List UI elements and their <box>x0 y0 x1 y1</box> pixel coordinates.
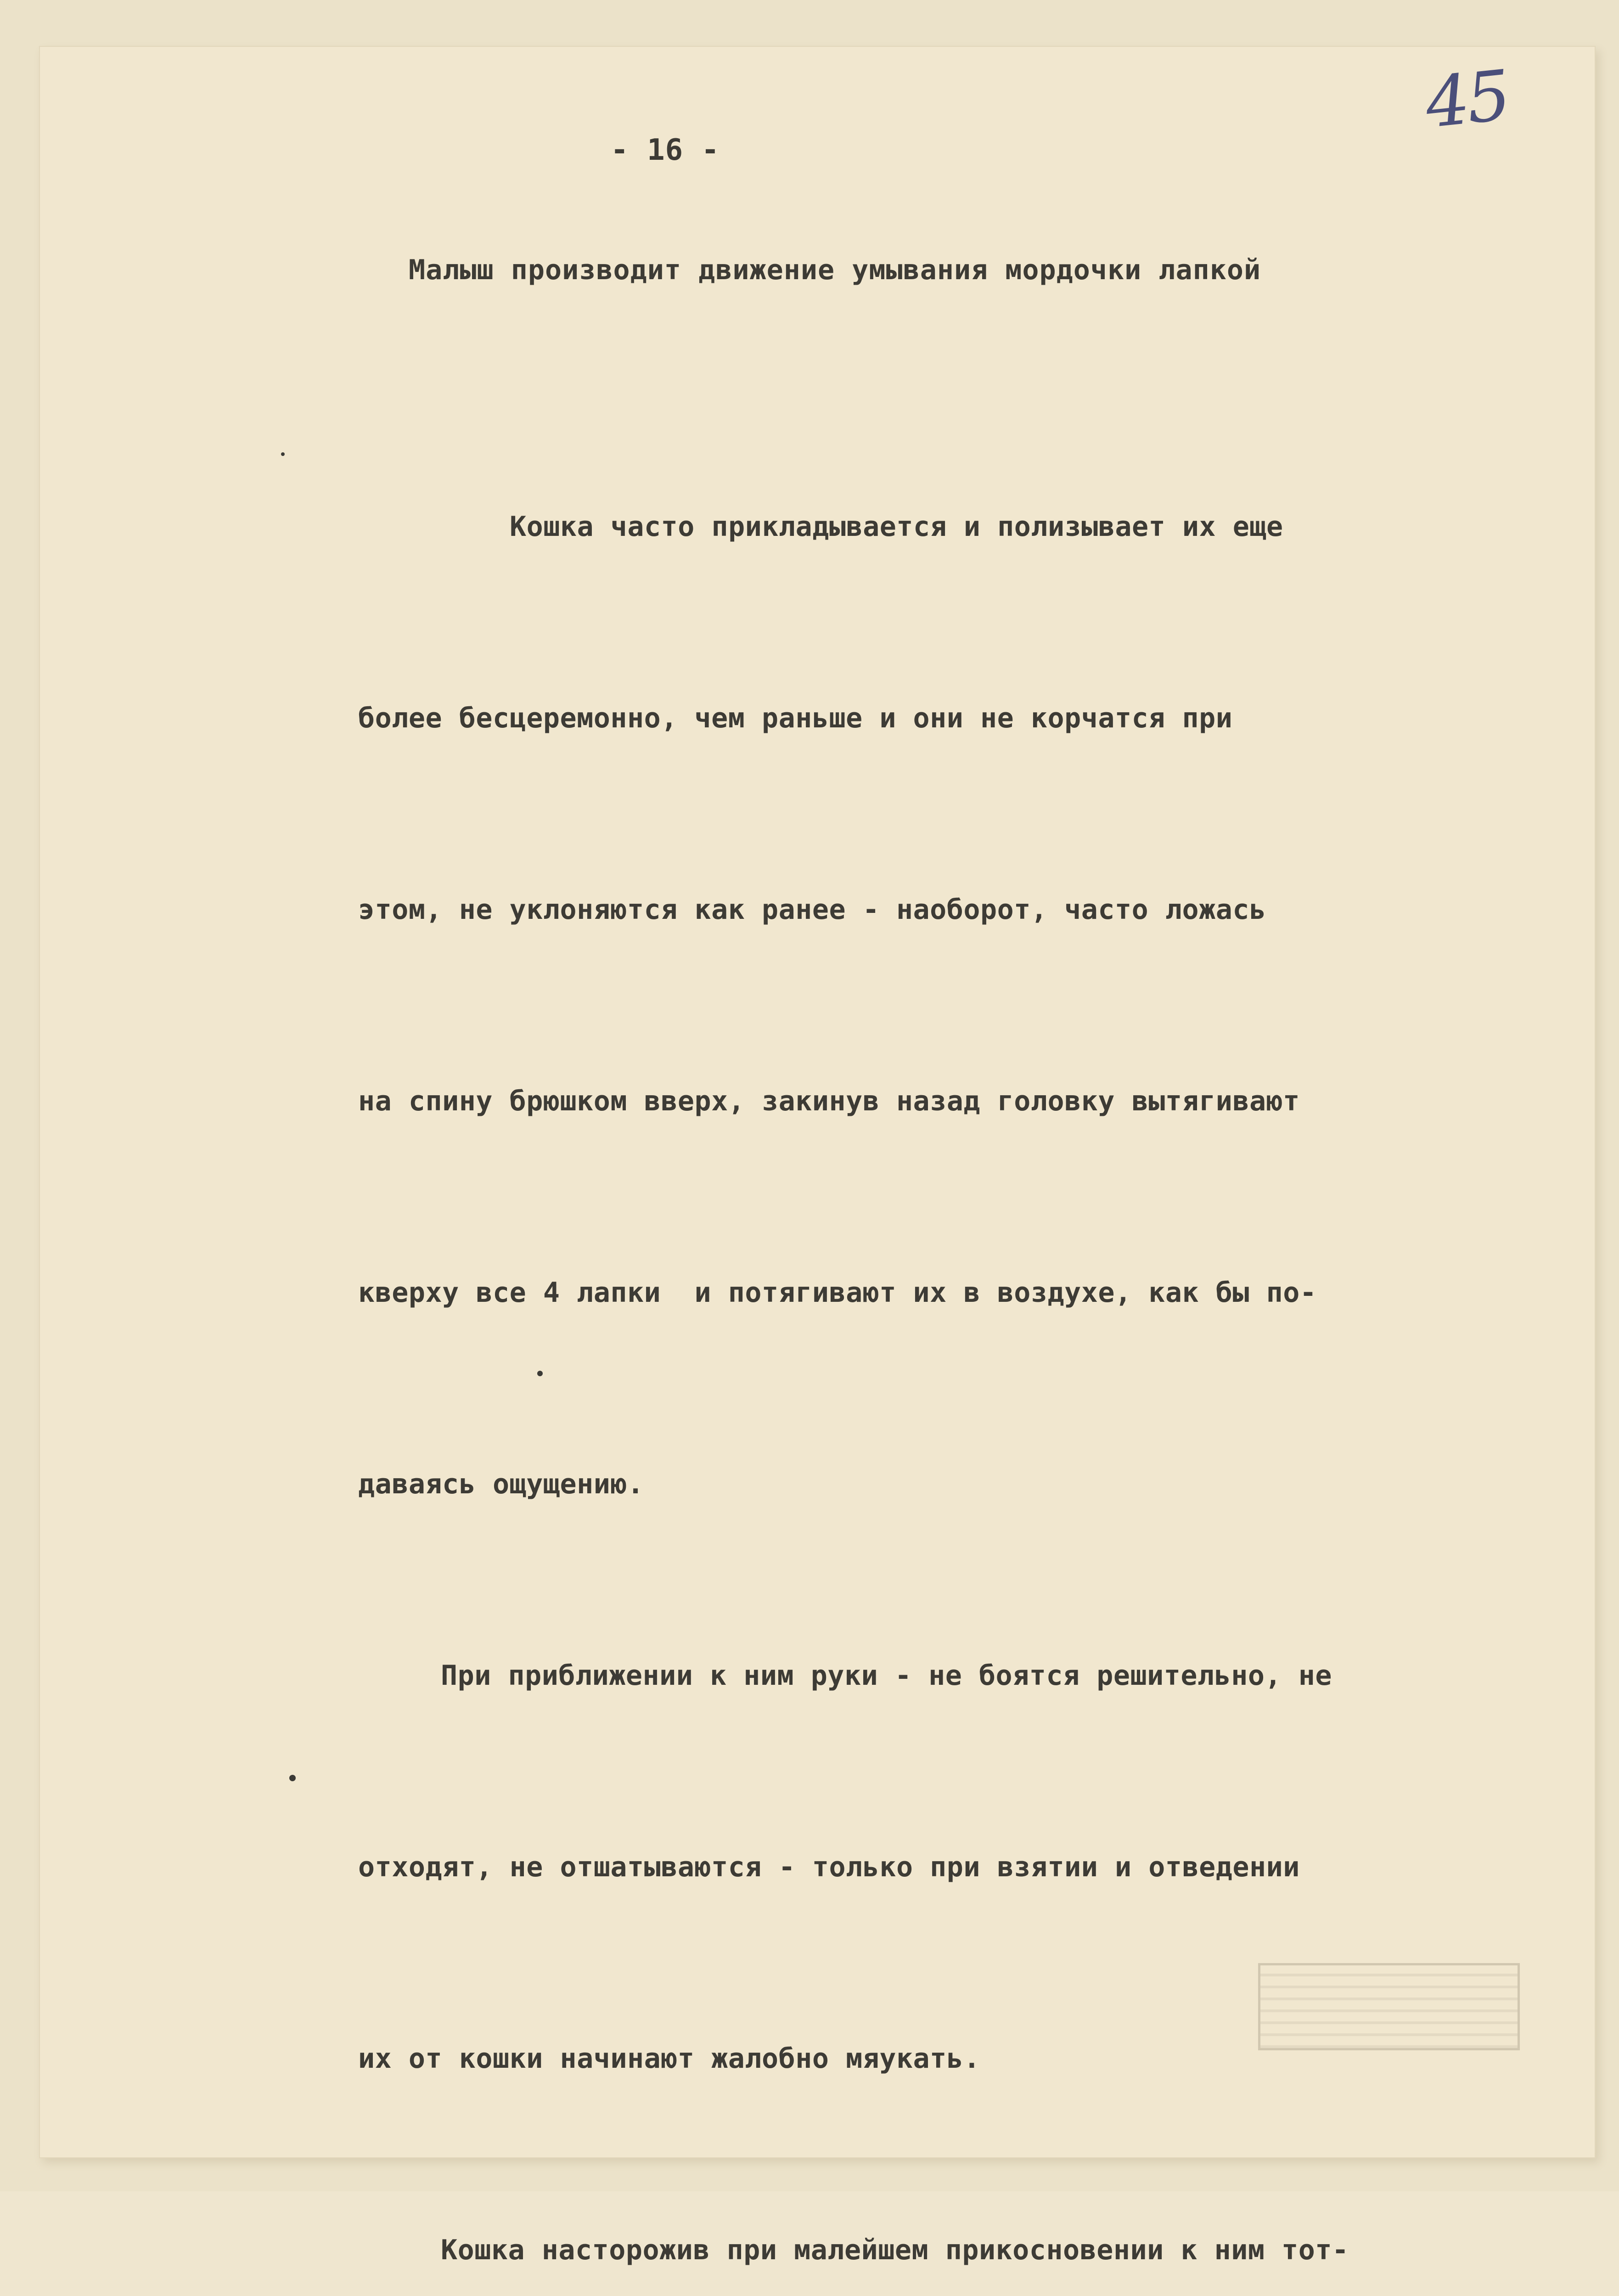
text-line: даваясь ощущению. <box>358 1468 644 1500</box>
text-line: кверху все 4 лапки и потягивают их в воздухе, как бы по- <box>358 1277 1317 1309</box>
text-line: отходят, не отшатываются - только при взятии и отведении <box>358 1851 1300 1883</box>
text-line: их от кошки начинают жалобно мяукать. <box>358 2043 981 2075</box>
text-line: этом, не уклоняются как ранее - наоборот, часто ложась <box>358 894 1266 926</box>
text-line: Кошка насторожив при малейшем прикосновении к ним тот- <box>441 2234 1349 2266</box>
page-number: - 16 - <box>611 133 720 167</box>
text-line: При приближении к ним руки - не боятся решительно, не <box>441 1660 1332 1692</box>
archive-stamp <box>1258 1963 1520 2050</box>
section-heading: Малыш производит движение умывания мордочки лапкой <box>409 254 1261 286</box>
body-text <box>358 367 1349 2296</box>
ink-speck <box>537 1371 543 1376</box>
handwritten-folio-number: 45 <box>1422 56 1512 144</box>
text-line: Кошка часто прикладывается и полизывает их еще <box>510 511 1283 543</box>
ink-speck <box>281 452 285 456</box>
text-line: более бесцеремонно, чем раньше и они не корчатся при <box>358 702 1233 734</box>
ink-speck <box>289 1775 296 1781</box>
text-line: на спину брюшком вверх, закинув назад головку вытягивают <box>358 1085 1300 1117</box>
